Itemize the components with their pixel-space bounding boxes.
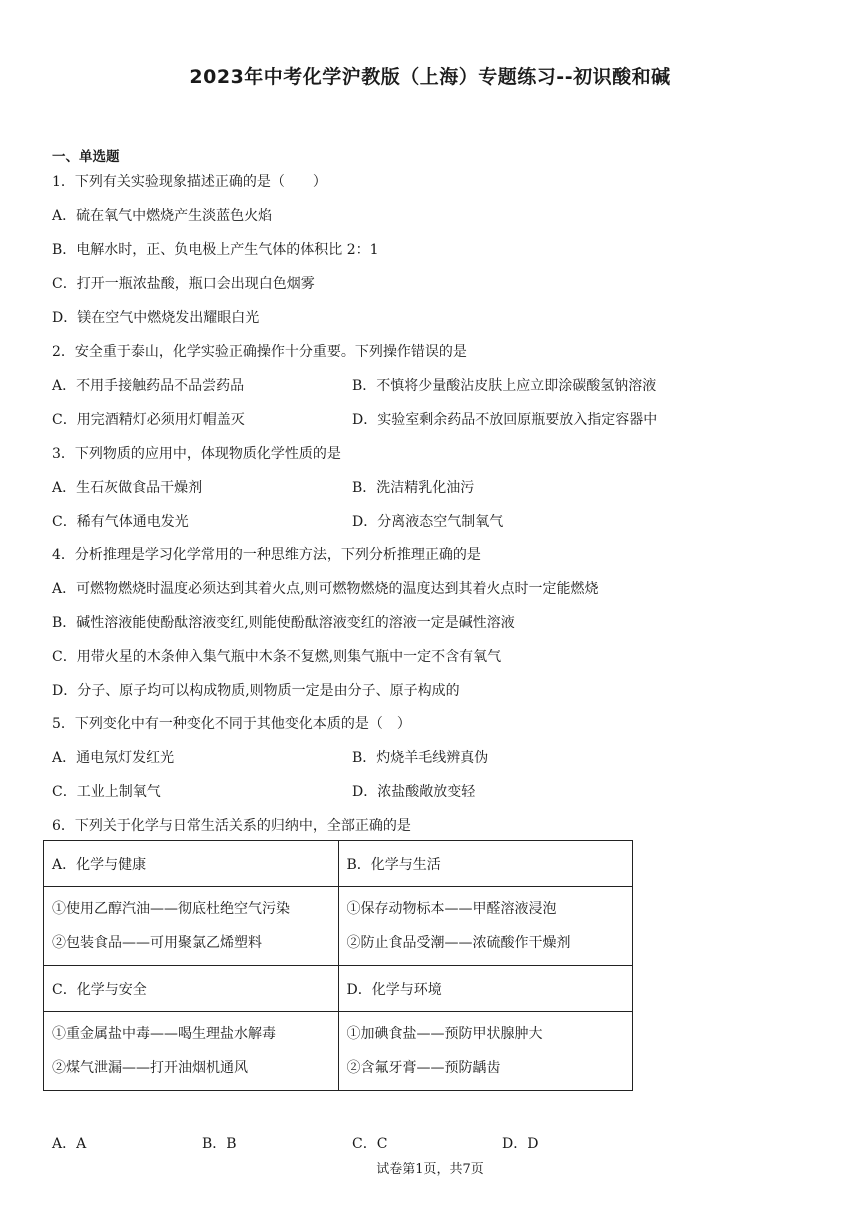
table-c-item-1: ①重金属盐中毒——喝生理盐水解毒 bbox=[52, 1026, 276, 1042]
question-5-option-d: D．浓盐酸敞放变轻 bbox=[352, 784, 476, 800]
question-3-option-a: A．生石灰做食品干燥剂 bbox=[52, 480, 203, 496]
question-6-stem: 6．下列关于化学与日常生活关系的归纳中，全部正确的是 bbox=[52, 818, 411, 834]
question-6-option-b: B．B bbox=[202, 1136, 237, 1152]
table-a-item-2: ②包装食品——可用聚氯乙烯塑料 bbox=[52, 935, 262, 951]
table-b-item-1: ①保存动物标本——甲醛溶液浸泡 bbox=[346, 901, 557, 917]
question-1-option-c: C．打开一瓶浓盐酸，瓶口会出现白色烟雾 bbox=[52, 276, 315, 292]
question-4-option-b: B．碱性溶液能使酚酞溶液变红,则能使酚酞溶液变红的溶液一定是碱性溶液 bbox=[52, 615, 515, 631]
question-6-table bbox=[43, 840, 633, 1091]
table-d-item-2: ②含氟牙膏——预防龋齿 bbox=[346, 1060, 501, 1076]
table-a-item-1: ①使用乙醇汽油——彻底杜绝空气污染 bbox=[52, 901, 290, 917]
table-c-item-2: ②煤气泄漏——打开油烟机通风 bbox=[52, 1060, 248, 1076]
question-4-option-c: C．用带火星的木条伸入集气瓶中木条不复燃,则集气瓶中一定不含有氧气 bbox=[52, 649, 502, 665]
question-4-option-a: A．可燃物燃烧时温度必须达到其着火点,则可燃物燃烧的温度达到其着火点时一定能燃烧 bbox=[52, 581, 599, 597]
question-2-stem: 2．安全重于泰山，化学实验正确操作十分重要。下列操作错误的是 bbox=[52, 344, 467, 360]
question-2-option-d: D．实验室剩余药品不放回原瓶要放入指定容器中 bbox=[352, 412, 658, 428]
question-5-option-b: B．灼烧羊毛线辨真伪 bbox=[352, 750, 489, 766]
table-cell-d-body bbox=[338, 1012, 633, 1091]
question-6-option-d: D．D bbox=[502, 1136, 539, 1152]
question-3-option-c: C．稀有气体通电发光 bbox=[52, 514, 189, 530]
question-4-option-d: D．分子、原子均可以构成物质,则物质一定是由分子、原子构成的 bbox=[52, 683, 460, 699]
question-3-option-b: B．洗洁精乳化油污 bbox=[352, 480, 475, 496]
question-2-option-b: B．不慎将少量酸沾皮肤上应立即涂碳酸氢钠溶液 bbox=[352, 378, 657, 394]
question-4-stem: 4．分析推理是学习化学常用的一种思维方法，下列分析推理正确的是 bbox=[52, 547, 481, 563]
page-footer: 试卷第1页，共7页 bbox=[376, 1162, 484, 1177]
table-d-item-1: ①加碘食盐——预防甲状腺肿大 bbox=[346, 1026, 543, 1042]
table-cell-c-body bbox=[44, 1012, 339, 1091]
question-2-option-c: C．用完酒精灯必须用灯帽盖灭 bbox=[52, 412, 245, 428]
table-cell-c-head: C．化学与安全 bbox=[44, 966, 339, 1012]
question-6-option-a: A．A bbox=[52, 1136, 87, 1152]
question-2-option-a: A．不用手接触药品不品尝药品 bbox=[52, 378, 245, 394]
question-1-option-a: A．硫在氧气中燃烧产生淡蓝色火焰 bbox=[52, 208, 273, 224]
question-3-stem: 3．下列物质的应用中，体现物质化学性质的是 bbox=[52, 446, 341, 462]
question-6-option-c: C．C bbox=[352, 1136, 388, 1152]
table-cell-b-body bbox=[338, 887, 633, 966]
question-5-option-a: A．通电氖灯发红光 bbox=[52, 750, 175, 766]
page-title: 2023年中考化学沪教版（上海）专题练习--初识酸和碱 bbox=[189, 66, 671, 88]
question-1-option-b: B．电解水时，正、负电极上产生气体的体积比 2：1 bbox=[52, 242, 379, 258]
question-3-option-d: D．分离液态空气制氧气 bbox=[352, 514, 504, 530]
table-cell-a-body bbox=[44, 887, 339, 966]
table-cell-a-head: A．化学与健康 bbox=[44, 841, 339, 887]
question-5-option-c: C．工业上制氧气 bbox=[52, 784, 161, 800]
question-1-option-d: D．镁在空气中燃烧发出耀眼白光 bbox=[52, 310, 260, 326]
question-5-stem: 5．下列变化中有一种变化不同于其他变化本质的是（ ） bbox=[52, 716, 411, 732]
table-cell-b-head: B．化学与生活 bbox=[338, 841, 633, 887]
table-b-item-2: ②防止食品受潮——浓硫酸作干燥剂 bbox=[346, 935, 571, 951]
question-1-stem: 1．下列有关实验现象描述正确的是（ ） bbox=[52, 174, 327, 190]
table-cell-d-head: D．化学与环境 bbox=[338, 966, 633, 1012]
section-heading: 一、单选题 bbox=[52, 149, 120, 165]
